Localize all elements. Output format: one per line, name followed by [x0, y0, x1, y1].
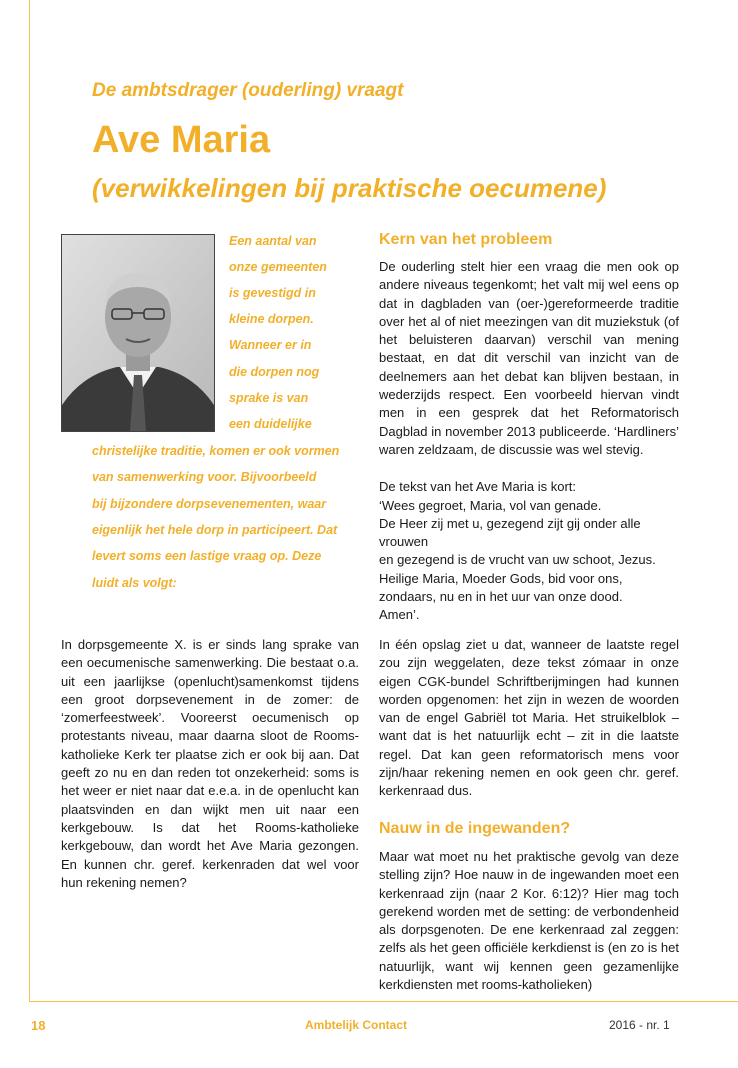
section-heading-kern: Kern van het probleem — [379, 231, 553, 248]
intro-line: onze gemeenten — [229, 260, 327, 274]
prayer-line: Heilige Maria, Moeder Gods, bid voor ons, — [379, 570, 623, 586]
prayer-text — [379, 478, 679, 624]
body-paragraph: In dorpsgemeente X. is er sinds lang sprake van een oecumenische samenwerking. Die bestaat o.a. uit een jaarlijkse (openlucht)samenkomst tijdens een groot dorpsevenement in de zomer: de ‘zomerfeestweek’. Vooreerst oecumenisch op protestants niveau, maar daarna sloot de Rooms-katholieke Kerk ter plaatse zich er ook bij aan. Dat geeft zo nu en dan reden tot onzekerheid: soms is het weer er niet naar dat e.e.a. in de openlucht kan plaatsvinden en dan wijkt men uit naar een kerkgebouw. Is dat het Rooms-katholieke kerkgebouw, dan wordt het Ave Maria gezongen. En kunnen chr. geref. kerkenraden dat wel voor hun rekening nemen? — [61, 637, 359, 890]
prayer-line: De Heer zij met u, gezegend zijt gij onder alle vrouwen — [379, 515, 641, 550]
left-body-text — [61, 636, 359, 892]
prayer-line: zondaars, nu en in het uur van onze dood. — [379, 589, 623, 605]
article-subtitle: (verwikkelingen bij praktische oecumene) — [92, 173, 607, 203]
intro-line: is gevestigd in — [229, 286, 316, 300]
body-paragraph: In één opslag ziet u dat, wanneer de laatste regel zou zijn weggelaten, deze tekst zómaar in onze eigen CGK-bundel Schriftberijmingen had kunnen worden opgenomen: het zijn in wezen de woorden van de engel Gabriël tot Maria. Het struikelblok – want dat is het natuurlijk echt – zit in die laatste regel. Dat kan geen reformatorisch mens voor zijn/haar rekening nemen en ook geen chr. geref. kerkenraad dus. — [379, 637, 679, 799]
intro-line: levert soms een lastige vraag op. Deze — [92, 549, 322, 563]
article-kicker: De ambtsdrager (ouderling) vraagt — [92, 80, 404, 101]
paragraph-gap — [379, 459, 679, 478]
section-heading-nauw: Nauw in de ingewanden? — [379, 820, 571, 837]
intro-line: die dorpen nog — [229, 365, 320, 379]
intro-line: van samenwerking voor. Bijvoorbeeld — [92, 470, 317, 484]
intro-line: eigenlijk het hele dorp in participeert. Dat — [92, 523, 338, 537]
magazine-name: Ambtelijk Contact — [305, 1018, 408, 1032]
prayer-line: De tekst van het Ave Maria is kort: — [379, 479, 577, 495]
intro-line: luidt als volgt: — [92, 576, 177, 590]
intro-line: Wanneer er in — [229, 338, 312, 352]
intro-line: een duidelijke — [229, 417, 312, 431]
issue-label: 2016 - nr. 1 — [609, 1018, 670, 1032]
intro-line: sprake is van — [229, 391, 309, 405]
portrait-illustration — [62, 235, 214, 431]
prayer-line: en gezegend is de vrucht van uw schoot, Jezus. — [379, 552, 656, 568]
body-paragraph: De ouderling stelt hier een vraag die men ook op andere niveaus tegenkomt; het valt mij wel eens op dat in dagbladen van (oer-)gereformeerde traditie over het al of niet meezingen van dit muziekstuk (of het beluisteren daarvan) verschil van mening bestaat, en dat dit verschil van inzicht van de deelnemers aan het debat kan blijven bestaan, in wederzijds respect. Een voorbeeld hiervan vindt men in een gesprek dat het Reformatorisch Dagblad in november 2013 publiceerde. ‘Hardliners’ waren zeldzaam, de discussie was wel stevig. — [379, 259, 679, 457]
intro-line: christelijke traditie, komen er ook vormen — [92, 444, 340, 458]
intro-line: Een aantal van — [229, 234, 317, 248]
intro-line: bij bijzondere dorpsevenementen, waar — [92, 497, 327, 511]
margin-rule-vertical — [29, 0, 30, 1002]
prayer-line: Amen’. — [379, 607, 420, 623]
author-photo — [61, 234, 215, 432]
body-paragraph: Maar wat moet nu het praktische gevolg van deze stelling zijn? Hoe nauw in de ingewanden moet een kerkenraad zijn (naar 2 Kor. 6:12)? Hier mag toch gerekend worden met de setting: de verbondenheid als dorpsgenoten. De ene kerkenraad zal zeggen: zelfs als het geen officiële kerkdienst is (en zo is het natuurlijk, want wij kennen geen gezamenlijke kerkdiensten met rooms-katholieken) — [379, 849, 679, 993]
margin-rule-horizontal — [29, 1001, 738, 1002]
page-number: 18 — [31, 1018, 46, 1033]
prayer-line: ‘Wees gegroet, Maria, vol van genade. — [379, 497, 602, 513]
right-column-top — [379, 258, 679, 625]
right-column-middle — [379, 636, 679, 801]
article-title: Ave Maria — [92, 119, 271, 161]
right-column-bottom — [379, 848, 679, 994]
intro-line: kleine dorpen. — [229, 312, 314, 326]
